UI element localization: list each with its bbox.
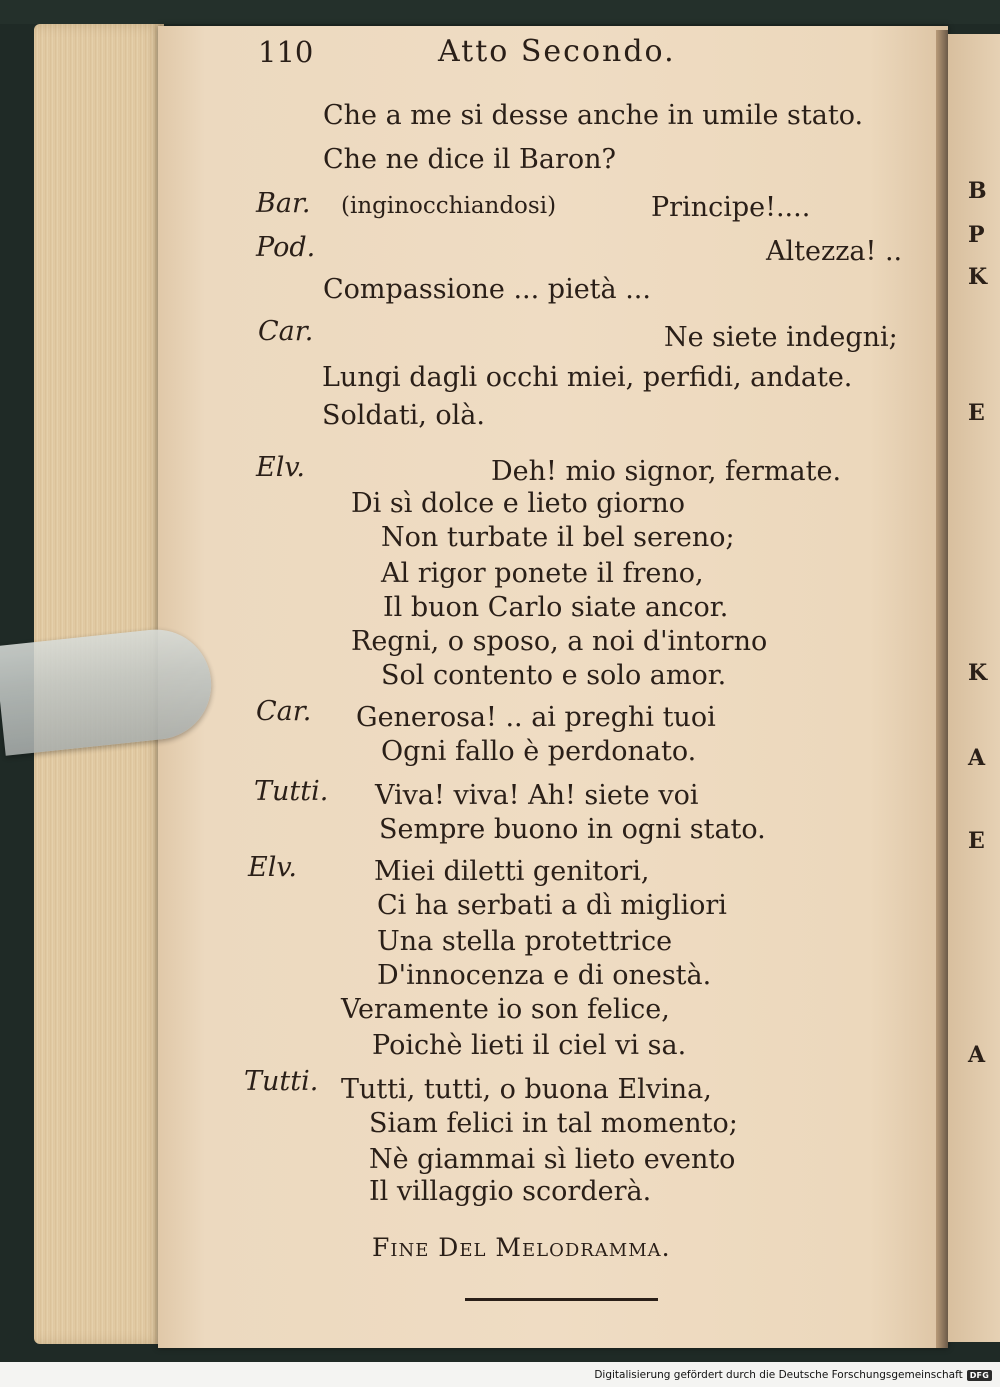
speaker-label: Tutti. — [254, 776, 329, 807]
verse-line: Che ne dice il Baron? — [323, 144, 616, 175]
facing-letter: P — [968, 222, 985, 248]
verse-line: Il villaggio scorderà. — [369, 1176, 652, 1207]
verse-line: Compassione ... pietà ... — [323, 274, 651, 305]
facing-letter: K — [968, 264, 988, 290]
verse-line: Poichè lieti il ciel vi sa. — [372, 1030, 687, 1061]
speaker-label: Elv. — [248, 852, 297, 883]
verse-line: Sol contento e solo amor. — [381, 660, 727, 691]
background-top — [0, 0, 1000, 24]
facing-letter: K — [968, 660, 988, 686]
facing-letter: E — [968, 400, 985, 426]
verse-line: Di sì dolce e lieto giorno — [351, 488, 686, 519]
speaker-label: Car. — [258, 316, 314, 347]
verse-line: Ci ha serbati a dì migliori — [377, 890, 727, 921]
verse-line: Deh! mio signor, fermate. — [491, 456, 842, 487]
verse-line: Viva! viva! Ah! siete voi — [375, 780, 699, 811]
speaker-label: Elv. — [256, 452, 305, 483]
dfg-logo-icon: DFG — [967, 1370, 992, 1381]
verse-line: Tutti, tutti, o buona Elvina, — [341, 1074, 712, 1105]
verse-line: Non turbate il bel sereno; — [381, 522, 735, 553]
facing-letter: A — [968, 1042, 986, 1068]
verse-line: Al rigor ponete il freno, — [381, 558, 704, 589]
speaker-label: Tutti. — [244, 1066, 319, 1097]
verse-line: Sempre buono in ogni stato. — [379, 814, 766, 845]
verse-line: Regni, o sposo, a noi d'intorno — [351, 626, 768, 657]
verse-line: Altezza! .. — [766, 236, 903, 267]
speaker-label: Pod. — [256, 232, 316, 263]
stage-direction: (inginocchiandosi) — [341, 193, 557, 219]
verse-line: D'innocenza e di onestà. — [377, 960, 712, 991]
page-number: 110 — [258, 35, 314, 69]
verse-line: Miei diletti genitori, — [374, 856, 650, 887]
credit-text: Digitalisierung gefördert durch die Deutsche Forschungsgemeinschaft — [594, 1369, 963, 1381]
verse-line: Soldati, olà. — [322, 400, 485, 431]
facing-letter: B — [968, 178, 987, 204]
ending-caption: Fine Del Melodramma. — [372, 1233, 671, 1262]
verse-line: Ogni fallo è perdonato. — [381, 736, 697, 767]
verse-line: Principe!.... — [651, 192, 811, 223]
verse-line: Siam felici in tal momento; — [369, 1108, 738, 1139]
verse-line: Ne siete indegni; — [664, 322, 898, 353]
verse-line: Nè giammai sì lieto evento — [369, 1144, 736, 1175]
verse-line: Il buon Carlo siate ancor. — [383, 592, 729, 623]
facing-letter: E — [968, 828, 985, 854]
speaker-label: Car. — [256, 696, 312, 727]
speaker-label: Bar. — [256, 188, 311, 219]
running-title: Atto Secondo. — [438, 34, 676, 69]
verse-line: Una stella protettrice — [377, 926, 673, 957]
verse-line: Generosa! .. ai preghi tuoi — [356, 702, 716, 733]
closing-rule — [465, 1298, 658, 1301]
digitization-credit — [594, 1368, 992, 1382]
book-gutter — [936, 30, 948, 1348]
verse-line: Veramente io son felice, — [341, 994, 670, 1025]
verse-line: Che a me si desse anche in umile stato. — [323, 100, 864, 131]
verse-line: Lungi dagli occhi miei, perfidi, andate. — [322, 362, 853, 393]
facing-letter: A — [968, 745, 986, 771]
